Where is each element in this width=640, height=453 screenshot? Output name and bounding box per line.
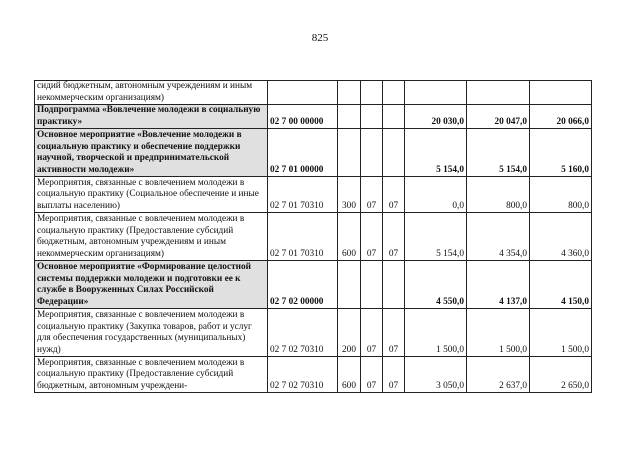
table-row	[35, 105, 592, 129]
row-name: Подпрограмма «Вовлечение молодежи в социальную практику»	[35, 105, 268, 129]
section-code: 07	[361, 357, 383, 393]
target-article-code	[268, 81, 338, 105]
row-name: Основное мероприятие «Вовлечение молодежи в социальную практику и обеспечение поддержки научной, творческой и предпринимательской активности молодежи»	[35, 129, 268, 177]
table-row	[35, 129, 592, 177]
amount-year-1: 1 500,0	[405, 309, 467, 357]
section-code: 07	[361, 213, 383, 261]
section-code: 07	[361, 309, 383, 357]
section-code	[361, 129, 383, 177]
row-name: Мероприятия, связанные с вовлечением молодежи в социальную практику (Социальное обеспечение и иные выплаты населению)	[35, 177, 268, 213]
table-row	[35, 177, 592, 213]
expense-type-code	[338, 261, 361, 309]
expense-type-code: 200	[338, 309, 361, 357]
amount-year-2: 2 637,0	[467, 357, 530, 393]
subsection-code: 07	[383, 213, 405, 261]
amount-year-3: 2 650,0	[530, 357, 592, 393]
table-row	[35, 309, 592, 357]
target-article-code: 02 7 01 70310	[268, 177, 338, 213]
subsection-code: 07	[383, 357, 405, 393]
target-article-code: 02 7 02 70310	[268, 357, 338, 393]
amount-year-2: 800,0	[467, 177, 530, 213]
amount-year-3: 20 066,0	[530, 105, 592, 129]
section-code	[361, 105, 383, 129]
amount-year-1: 3 050,0	[405, 357, 467, 393]
amount-year-3: 800,0	[530, 177, 592, 213]
amount-year-1: 5 154,0	[405, 213, 467, 261]
expense-type-code: 300	[338, 177, 361, 213]
amount-year-1	[405, 81, 467, 105]
row-name: Мероприятия, связанные с вовлечением молодежи в социальную практику (Предоставление субсидий бюджетным, автономным учреждени-	[35, 357, 268, 393]
row-name: сидий бюджетным, автономным учреждениям и иным некоммерческим организациям)	[35, 81, 268, 105]
amount-year-2: 5 154,0	[467, 129, 530, 177]
target-article-code: 02 7 02 70310	[268, 309, 338, 357]
amount-year-3: 4 360,0	[530, 213, 592, 261]
expense-type-code: 600	[338, 357, 361, 393]
amount-year-3	[530, 81, 592, 105]
amount-year-2	[467, 81, 530, 105]
expense-type-code	[338, 129, 361, 177]
amount-year-1: 20 030,0	[405, 105, 467, 129]
target-article-code: 02 7 01 00000	[268, 129, 338, 177]
table-row	[35, 261, 592, 309]
subsection-code	[383, 129, 405, 177]
amount-year-1: 0,0	[405, 177, 467, 213]
expense-type-code: 600	[338, 213, 361, 261]
target-article-code: 02 7 00 00000	[268, 105, 338, 129]
amount-year-2: 4 354,0	[467, 213, 530, 261]
target-article-code: 02 7 01 70310	[268, 213, 338, 261]
section-code	[361, 81, 383, 105]
amount-year-2: 1 500,0	[467, 309, 530, 357]
amount-year-2: 20 047,0	[467, 105, 530, 129]
table-row	[35, 213, 592, 261]
section-code: 07	[361, 177, 383, 213]
subsection-code	[383, 81, 405, 105]
subsection-code	[383, 105, 405, 129]
subsection-code: 07	[383, 177, 405, 213]
table-row	[35, 81, 592, 105]
amount-year-3: 5 160,0	[530, 129, 592, 177]
amount-year-1: 5 154,0	[405, 129, 467, 177]
row-name: Мероприятия, связанные с вовлечением молодежи в социальную практику (Закупка товаров, работ и услуг для обеспечения государственных (муниципальных) нужд)	[35, 309, 268, 357]
amount-year-2: 4 137,0	[467, 261, 530, 309]
row-name: Мероприятия, связанные с вовлечением молодежи в социальную практику (Предоставление субсидий бюджетным, автономным учреждениям и иным некоммерческим организациям)	[35, 213, 268, 261]
subsection-code: 07	[383, 309, 405, 357]
expense-type-code	[338, 105, 361, 129]
page-number: 825	[311, 32, 329, 44]
table-row	[35, 357, 592, 393]
subsection-code	[383, 261, 405, 309]
section-code	[361, 261, 383, 309]
row-name: Основное мероприятие «Формирование целостной системы поддержки молодежи и подготовки ее к службе в Вооруженных Силах Российской Федерации»	[35, 261, 268, 309]
amount-year-3: 1 500,0	[530, 309, 592, 357]
amount-year-3: 4 150,0	[530, 261, 592, 309]
target-article-code: 02 7 02 00000	[268, 261, 338, 309]
budget-table	[34, 80, 592, 393]
expense-type-code	[338, 81, 361, 105]
amount-year-1: 4 550,0	[405, 261, 467, 309]
